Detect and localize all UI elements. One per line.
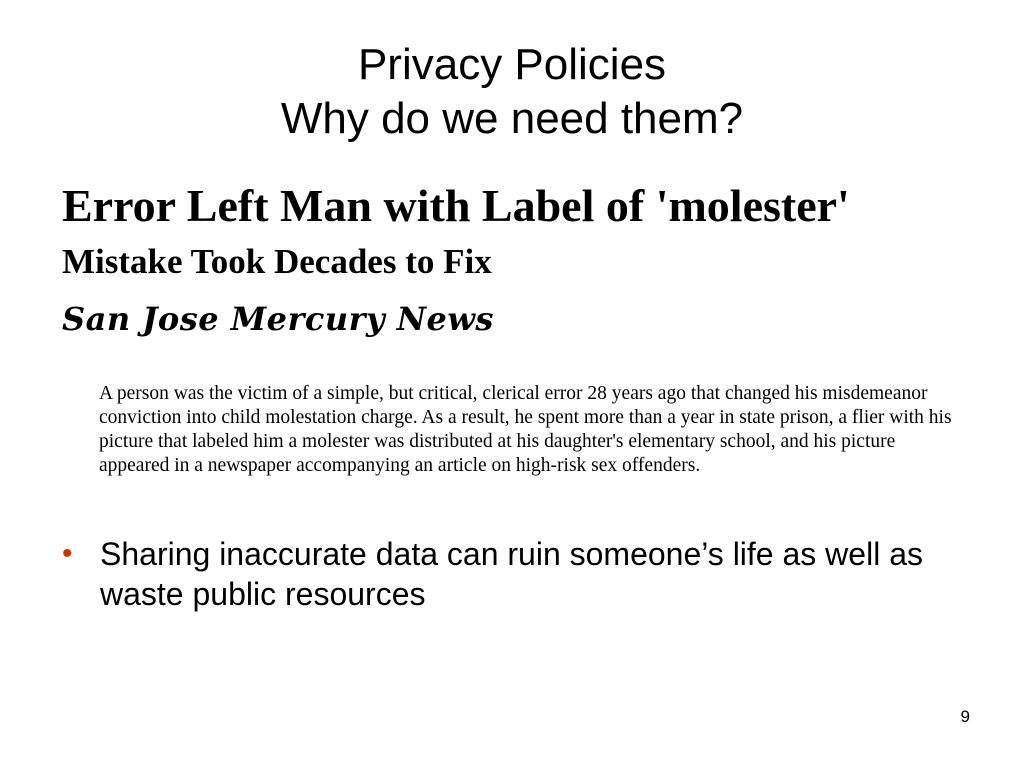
slide-title (0, 38, 1024, 146)
bullet-dot-icon: • (62, 537, 73, 570)
article-subheadline: Mistake Took Decades to Fix (62, 242, 492, 281)
bullet-item (62, 534, 962, 614)
page-number: 9 (960, 707, 970, 726)
slide-title-line-2: Why do we need them? (280, 94, 744, 143)
slide-title-line-1: Privacy Policies (357, 40, 667, 89)
article-summary: A person was the victim of a simple, but critical, clerical error 28 years ago that changed his misdemeanor conviction into child molestation charge. As a result, he spent more than a year in state prison, a flier with his picture that labeled him a molester was distributed at his daughter's elementary school, and his picture appeared in a newspaper accompanying an article on high-risk sex offenders. (99, 383, 952, 476)
bullet-text: Sharing inaccurate data can ruin someone’s life as well as waste public resources (100, 536, 923, 612)
newspaper-source: San Jose Mercury News (62, 300, 494, 338)
article-headline: Error Left Man with Label of 'molester' (62, 180, 850, 231)
